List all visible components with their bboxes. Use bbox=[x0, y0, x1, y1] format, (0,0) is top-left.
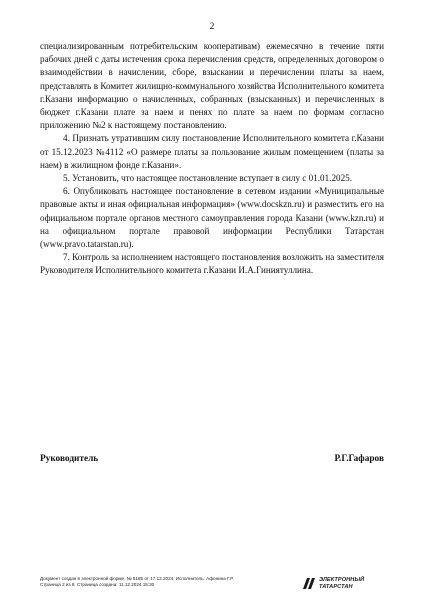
document-footer bbox=[40, 576, 384, 592]
paragraph-item-5: 5. Установить, что настоящее постановление вступает в силу с 01.01.2025. bbox=[63, 173, 352, 184]
signature-block bbox=[40, 454, 384, 464]
footer-line-page: Страница 2 из 8. Страница создана: 11.12.2024 15:30 bbox=[40, 582, 155, 588]
paragraph-item-6: 6. Опубликовать настоящее постановление в сетевом издании «Муниципальные правовые акты и иная официальная информация» (www.docskzn.ru) и разместить его на официальном портале органов местного самоуправления города Казани (www.kzn.ru) и на официальном портале правовой информации Республики Татарстан (www.pravo.tatarstan.ru). bbox=[40, 186, 384, 250]
tatarstan-logo-icon bbox=[302, 577, 317, 590]
paragraph-continuation: специализированным потребительским кооперативам) ежемесячно в течение пяти рабочих дней с даты истечения срока перечисления средств, определенных договором о взаимодействии в начислении, сборе, взыскании и перечислении платы за наем, представлять в Комитет жилищно-коммунального хозяйства Исполнительного комитета г.Казани информацию о начисленных, собранных (взысканных) и перечисленных в бюджет г.Казани плате за наем и пенях по плате за наем по формам согласно приложению №2 к настоящему постановлению. bbox=[40, 41, 384, 131]
logo-wordmark bbox=[319, 577, 364, 590]
page-number: 2 bbox=[209, 22, 215, 32]
electronic-tatarstan-logo bbox=[302, 576, 384, 592]
paragraph-item-4: 4. Признать утратившим силу постановление Исполнительного комитета г.Казани от 15.12.2023 №4112 «О размере платы за пользование жилым помещением (платы за наем) в жилищном фонде г.Казани». bbox=[40, 133, 384, 170]
signatory-role: Руководитель bbox=[40, 454, 99, 464]
signatory-name: Р.Г.Гафаров bbox=[334, 454, 384, 464]
document-body bbox=[40, 40, 384, 278]
footer-line-document: Документ создан в электронной форме. № 5185 от 17.12.2024. Исполнитель: Афонина Г.Р. bbox=[40, 576, 234, 581]
paragraph-item-7: 7. Контроль за исполнением настоящего постановления возложить на заместителя Руководителя Исполнительного комитета г.Казани И.А.Гиниятуллина. bbox=[40, 252, 384, 276]
logo-line-2: ТАТАРСТАН bbox=[319, 583, 353, 590]
logo-line-1: ЭЛЕКТРОННЫЙ bbox=[319, 577, 365, 583]
footer-info bbox=[40, 576, 234, 589]
